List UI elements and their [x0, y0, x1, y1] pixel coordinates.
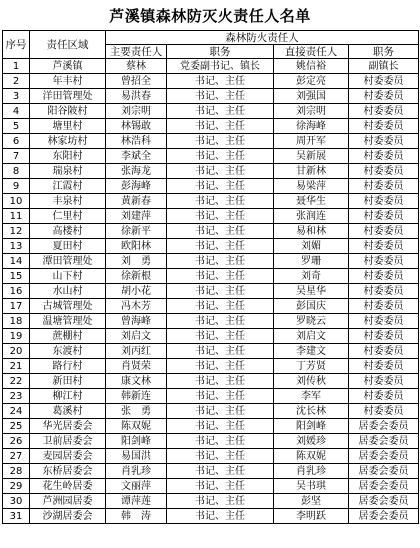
cell-direct-duty: 村委委员 [349, 344, 419, 359]
cell-direct-duty: 居委会委员 [349, 509, 419, 524]
cell-area: 麦园居委会 [30, 449, 106, 464]
cell-seq: 30 [3, 494, 30, 509]
cell-seq: 4 [3, 104, 30, 119]
cell-area: 沙湖居委会 [30, 509, 106, 524]
cell-seq: 18 [3, 314, 30, 329]
cell-seq: 27 [3, 449, 30, 464]
table-row [3, 359, 419, 374]
cell-direct-duty: 居委会委员 [349, 479, 419, 494]
cell-main-person: 阳剑峰 [106, 434, 167, 449]
cell-seq: 28 [3, 464, 30, 479]
cell-main-person: 林锡敢 [106, 119, 167, 134]
cell-direct-duty: 村委委员 [349, 314, 419, 329]
cell-main-person: 陈双妮 [106, 419, 167, 434]
cell-seq: 7 [3, 149, 30, 164]
table-row [3, 74, 419, 89]
cell-direct-duty: 居委会委员 [349, 494, 419, 509]
cell-main-duty: 书记、主任 [167, 344, 274, 359]
cell-area: 芦溪镇 [30, 59, 106, 74]
cell-main-person: 肖贤荣 [106, 359, 167, 374]
cell-main-duty: 书记、主任 [167, 389, 274, 404]
cell-seq: 8 [3, 164, 30, 179]
cell-main-person: 易国洪 [106, 449, 167, 464]
cell-direct-person: 刘传秋 [274, 374, 349, 389]
cell-main-duty: 书记、主任 [167, 314, 274, 329]
cell-main-person: 韩 涛 [106, 509, 167, 524]
header-main-person: 主要责任人 [106, 45, 167, 59]
cell-main-duty: 书记、主任 [167, 209, 274, 224]
cell-direct-duty: 村委委员 [349, 194, 419, 209]
cell-area: 卫前居委会 [30, 434, 106, 449]
cell-main-duty: 书记、主任 [167, 434, 274, 449]
cell-seq: 24 [3, 404, 30, 419]
cell-area: 花生岭居委 [30, 479, 106, 494]
table-row [3, 179, 419, 194]
cell-seq: 16 [3, 284, 30, 299]
cell-seq: 14 [3, 254, 30, 269]
table-row [3, 239, 419, 254]
cell-area: 山下村 [30, 269, 106, 284]
cell-direct-duty: 村委委员 [349, 404, 419, 419]
cell-direct-duty: 村委委员 [349, 254, 419, 269]
cell-main-duty: 书记、主任 [167, 329, 274, 344]
cell-main-duty: 书记、主任 [167, 224, 274, 239]
cell-direct-person: 肖乳珍 [274, 464, 349, 479]
cell-main-duty: 书记、主任 [167, 299, 274, 314]
cell-main-duty: 书记、主任 [167, 419, 274, 434]
cell-main-person: 康文林 [106, 374, 167, 389]
cell-main-person: 文丽萍 [106, 479, 167, 494]
cell-direct-duty: 村委委员 [349, 239, 419, 254]
cell-direct-person: 姚信裕 [274, 59, 349, 74]
cell-area: 蔗棚村 [30, 329, 106, 344]
cell-main-duty: 书记、主任 [167, 164, 274, 179]
table-row [3, 344, 419, 359]
table-row [3, 329, 419, 344]
cell-area: 新田村 [30, 374, 106, 389]
cell-seq: 17 [3, 299, 30, 314]
cell-seq: 25 [3, 419, 30, 434]
cell-direct-duty: 村委委员 [349, 284, 419, 299]
cell-direct-person: 李军 [274, 389, 349, 404]
cell-direct-person: 吴书琪 [274, 479, 349, 494]
header-group: 森林防火责任人 [106, 31, 419, 45]
cell-main-duty: 书记、主任 [167, 179, 274, 194]
table-row [3, 254, 419, 269]
table-row [3, 224, 419, 239]
table-row [3, 404, 419, 419]
cell-direct-person: 易梁萍 [274, 179, 349, 194]
cell-main-person: 张海龙 [106, 164, 167, 179]
cell-direct-duty: 居委会委员 [349, 419, 419, 434]
cell-direct-person: 李建文 [274, 344, 349, 359]
cell-main-person: 徐新根 [106, 269, 167, 284]
cell-area: 柳江村 [30, 389, 106, 404]
cell-area: 东渡村 [30, 344, 106, 359]
header-seq: 序号 [3, 31, 30, 59]
cell-main-duty: 书记、主任 [167, 494, 274, 509]
cell-area: 华光居委会 [30, 419, 106, 434]
header-row-1 [3, 31, 419, 45]
cell-direct-person: 甘新林 [274, 164, 349, 179]
responsibility-table [2, 30, 419, 524]
cell-main-person: 黄新春 [106, 194, 167, 209]
cell-main-person: 肖乳珍 [106, 464, 167, 479]
cell-direct-duty: 村委委员 [349, 299, 419, 314]
cell-main-duty: 书记、主任 [167, 509, 274, 524]
cell-seq: 21 [3, 359, 30, 374]
cell-main-person: 胡小花 [106, 284, 167, 299]
cell-direct-person: 丁芳贤 [274, 359, 349, 374]
table-row [3, 509, 419, 524]
cell-seq: 3 [3, 89, 30, 104]
cell-seq: 1 [3, 59, 30, 74]
table-row [3, 89, 419, 104]
cell-main-person: 韩新连 [106, 389, 167, 404]
cell-main-person: 曾招全 [106, 74, 167, 89]
cell-area: 东阳村 [30, 149, 106, 164]
table-row [3, 419, 419, 434]
cell-direct-duty: 村委委员 [349, 329, 419, 344]
cell-main-person: 刘丙红 [106, 344, 167, 359]
cell-seq: 31 [3, 509, 30, 524]
cell-main-duty: 书记、主任 [167, 374, 274, 389]
document-title: 芦溪镇森林防灭火责任人名单 [109, 7, 311, 25]
table-row [3, 284, 419, 299]
cell-area: 阳谷陂村 [30, 104, 106, 119]
cell-direct-person: 聂华生 [274, 194, 349, 209]
table-row [3, 464, 419, 479]
cell-seq: 29 [3, 479, 30, 494]
cell-area: 路行村 [30, 359, 106, 374]
cell-seq: 19 [3, 329, 30, 344]
cell-main-duty: 书记、主任 [167, 359, 274, 374]
cell-direct-person: 刘启文 [274, 329, 349, 344]
cell-direct-duty: 村委委员 [349, 149, 419, 164]
table-row [3, 59, 419, 74]
cell-direct-person: 彭坚 [274, 494, 349, 509]
cell-main-person: 谭萍莲 [106, 494, 167, 509]
cell-direct-person: 阳剑峰 [274, 419, 349, 434]
cell-main-person: 彭海峰 [106, 179, 167, 194]
cell-seq: 22 [3, 374, 30, 389]
cell-direct-person: 刘媛珍 [274, 434, 349, 449]
cell-main-person: 欧阳林 [106, 239, 167, 254]
cell-direct-person: 彭国庆 [274, 299, 349, 314]
cell-direct-duty: 村委委员 [349, 74, 419, 89]
cell-main-person: 刘建萍 [106, 209, 167, 224]
cell-direct-duty: 村委委员 [349, 209, 419, 224]
cell-main-duty: 书记、主任 [167, 149, 274, 164]
cell-direct-person: 周开军 [274, 134, 349, 149]
cell-seq: 15 [3, 269, 30, 284]
cell-main-person: 刘启文 [106, 329, 167, 344]
cell-area: 古城管理处 [30, 299, 106, 314]
cell-area: 林家坊村 [30, 134, 106, 149]
cell-direct-person: 吴新展 [274, 149, 349, 164]
table-row [3, 149, 419, 164]
cell-direct-person: 罗晓云 [274, 314, 349, 329]
cell-seq: 26 [3, 434, 30, 449]
cell-direct-person: 徐海峰 [274, 119, 349, 134]
cell-seq: 12 [3, 224, 30, 239]
table-row [3, 299, 419, 314]
cell-seq: 11 [3, 209, 30, 224]
cell-main-duty: 书记、主任 [167, 404, 274, 419]
cell-main-person: 刘宗明 [106, 104, 167, 119]
cell-area: 水山村 [30, 284, 106, 299]
cell-seq: 6 [3, 134, 30, 149]
header-direct-duty: 职务 [349, 45, 419, 59]
cell-direct-person: 刘强国 [274, 89, 349, 104]
cell-main-person: 易洪春 [106, 89, 167, 104]
cell-main-duty: 书记、主任 [167, 284, 274, 299]
cell-area: 塘里村 [30, 119, 106, 134]
cell-seq: 9 [3, 179, 30, 194]
cell-main-person: 冯木芳 [106, 299, 167, 314]
cell-direct-duty: 居委会委员 [349, 449, 419, 464]
table-row [3, 269, 419, 284]
cell-main-duty: 书记、主任 [167, 479, 274, 494]
cell-main-duty: 党委副书记、镇长 [167, 59, 274, 74]
cell-direct-person: 刘宗明 [274, 104, 349, 119]
cell-main-duty: 书记、主任 [167, 74, 274, 89]
cell-direct-duty: 居委会委员 [349, 434, 419, 449]
cell-direct-person: 沈长林 [274, 404, 349, 419]
cell-direct-person: 刘奇 [274, 269, 349, 284]
cell-direct-person: 罗珊 [274, 254, 349, 269]
cell-direct-person: 易和林 [274, 224, 349, 239]
cell-area: 东桥居委会 [30, 464, 106, 479]
cell-area: 洋田管理处 [30, 89, 106, 104]
cell-direct-person: 吴星华 [274, 284, 349, 299]
cell-main-duty: 书记、主任 [167, 194, 274, 209]
cell-area: 芦洲园居委 [30, 494, 106, 509]
cell-direct-duty: 村委委员 [349, 89, 419, 104]
cell-seq: 5 [3, 119, 30, 134]
cell-main-duty: 书记、主任 [167, 449, 274, 464]
cell-area: 年丰村 [30, 74, 106, 89]
cell-direct-person: 张润连 [274, 209, 349, 224]
cell-area: 潭田管理处 [30, 254, 106, 269]
table-row [3, 434, 419, 449]
cell-main-person: 林浩科 [106, 134, 167, 149]
table-row [3, 209, 419, 224]
table-row [3, 194, 419, 209]
cell-direct-person: 陈双妮 [274, 449, 349, 464]
cell-direct-duty: 村委委员 [349, 179, 419, 194]
cell-seq: 10 [3, 194, 30, 209]
table-row [3, 314, 419, 329]
cell-area: 葛溪村 [30, 404, 106, 419]
cell-main-duty: 书记、主任 [167, 269, 274, 284]
cell-area: 仁里村 [30, 209, 106, 224]
cell-main-duty: 书记、主任 [167, 104, 274, 119]
table-row [3, 389, 419, 404]
cell-direct-duty: 村委委员 [349, 134, 419, 149]
header-main-duty: 职务 [167, 45, 274, 59]
cell-main-duty: 书记、主任 [167, 134, 274, 149]
cell-direct-person: 刘媚 [274, 239, 349, 254]
cell-direct-duty: 村委委员 [349, 104, 419, 119]
cell-seq: 20 [3, 344, 30, 359]
cell-direct-person: 彭定亮 [274, 74, 349, 89]
cell-main-person: 张 勇 [106, 404, 167, 419]
table-row [3, 449, 419, 464]
cell-direct-duty: 村委委员 [349, 119, 419, 134]
cell-direct-duty: 村委委员 [349, 269, 419, 284]
cell-main-person: 徐新平 [106, 224, 167, 239]
cell-main-duty: 书记、主任 [167, 89, 274, 104]
cell-main-person: 刘 勇 [106, 254, 167, 269]
table-row [3, 374, 419, 389]
table-row [3, 119, 419, 134]
cell-area: 高楼村 [30, 224, 106, 239]
cell-direct-duty: 村委委员 [349, 374, 419, 389]
cell-direct-person: 李明跃 [274, 509, 349, 524]
cell-direct-duty: 村委委员 [349, 359, 419, 374]
table-row [3, 104, 419, 119]
cell-main-duty: 书记、主任 [167, 464, 274, 479]
cell-area: 瑞泉村 [30, 164, 106, 179]
cell-area: 江霞村 [30, 179, 106, 194]
cell-main-duty: 书记、主任 [167, 119, 274, 134]
cell-direct-duty: 居委会委员 [349, 464, 419, 479]
cell-seq: 23 [3, 389, 30, 404]
header-area: 责任区域 [30, 31, 106, 59]
table-row [3, 134, 419, 149]
cell-direct-duty: 副镇长 [349, 59, 419, 74]
cell-main-person: 蔡林 [106, 59, 167, 74]
cell-direct-duty: 村委委员 [349, 164, 419, 179]
cell-area: 温塘管理处 [30, 314, 106, 329]
cell-seq: 2 [3, 74, 30, 89]
table-row [3, 164, 419, 179]
cell-main-person: 曾海峰 [106, 314, 167, 329]
cell-main-duty: 书记、主任 [167, 239, 274, 254]
cell-direct-duty: 村委委员 [349, 389, 419, 404]
cell-area: 夏田村 [30, 239, 106, 254]
cell-area: 丰泉村 [30, 194, 106, 209]
header-direct-person: 直接责任人 [274, 45, 349, 59]
table-row [3, 494, 419, 509]
table-row [3, 479, 419, 494]
cell-main-person: 李斌全 [106, 149, 167, 164]
cell-seq: 13 [3, 239, 30, 254]
cell-direct-duty: 村委委员 [349, 224, 419, 239]
cell-main-duty: 书记、主任 [167, 254, 274, 269]
